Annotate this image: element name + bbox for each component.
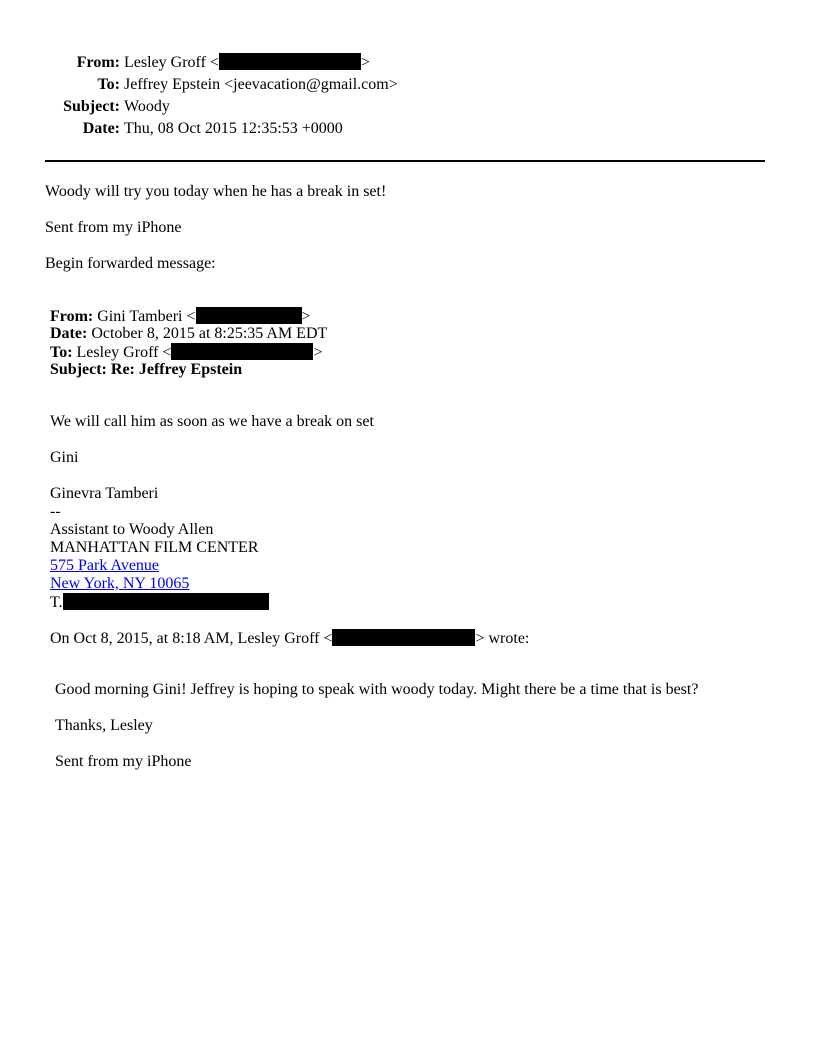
fwd-date-label: Date: [50,325,88,342]
from-value [124,52,370,74]
fwd-to-label: To: [50,344,73,361]
signature-title: Assistant to Woody Allen [50,521,214,538]
from-label: From: [76,54,120,71]
fwd-to-tail: > [313,344,323,361]
body-line-3: Begin forwarded message: [45,255,216,272]
fwd-date-row [50,325,327,343]
redaction-bar [219,53,361,70]
subject-value: Woody [124,98,170,115]
fwd-to-value: Lesley Groff < [76,344,172,361]
fwd-date-value: October 8, 2015 at 8:25:35 AM EDT [91,325,328,342]
phone-prefix: T. [50,594,63,611]
quote-intro [50,629,529,648]
fwd-subject-value: Re: Jeffrey Epstein [110,361,243,378]
address-link-street[interactable]: 575 Park Avenue [50,557,160,574]
date-value: Thu, 08 Oct 2015 12:35:53 +0000 [124,120,343,137]
redaction-bar [332,629,475,646]
from-tail: > [360,54,370,71]
quote-intro-end: > wrote: [475,630,530,647]
subject-label: Subject: [63,98,120,115]
quoted-line-1: Good morning Gini! Jeffrey is hoping to speak with woody today. Might there be a time that is best? [55,681,699,698]
fwd-from-label: From: [50,308,94,325]
fwd-from-tail: > [301,308,311,325]
fwd-to-row [50,343,322,362]
redaction-bar [63,593,269,610]
fwd-from-row [50,307,311,326]
redaction-bar [171,343,313,360]
fwd-subject-label: Subject: [50,361,107,378]
to-label: To: [97,76,120,93]
signature-company: MANHATTAN FILM CENTER [50,539,259,556]
signature-phone [50,593,269,612]
fwd-message: We will call him as soon as we have a break on set [50,413,374,430]
header-divider [45,160,765,162]
fwd-subject-row [50,361,242,379]
date-label: Date: [82,120,120,137]
to-value: Jeffrey Epstein <jeevacation@gmail.com> [124,76,398,93]
fwd-from-value: Gini Tamberi < [97,308,196,325]
address-link-city[interactable]: New York, NY 10065 [50,575,190,592]
quoted-line-2: Thanks, Lesley [55,717,153,734]
quoted-line-3: Sent from my iPhone [55,753,192,770]
body-line-2: Sent from my iPhone [45,219,182,236]
signature-separator: -- [50,503,61,520]
fwd-signoff: Gini [50,449,79,466]
redaction-bar [196,307,302,324]
signature-name: Ginevra Tamberi [50,485,159,502]
from-name: Lesley Groff < [124,54,219,71]
body-line-1: Woody will try you today when he has a break in set! [45,183,387,200]
quote-intro-start: On Oct 8, 2015, at 8:18 AM, Lesley Groff < [50,630,333,647]
